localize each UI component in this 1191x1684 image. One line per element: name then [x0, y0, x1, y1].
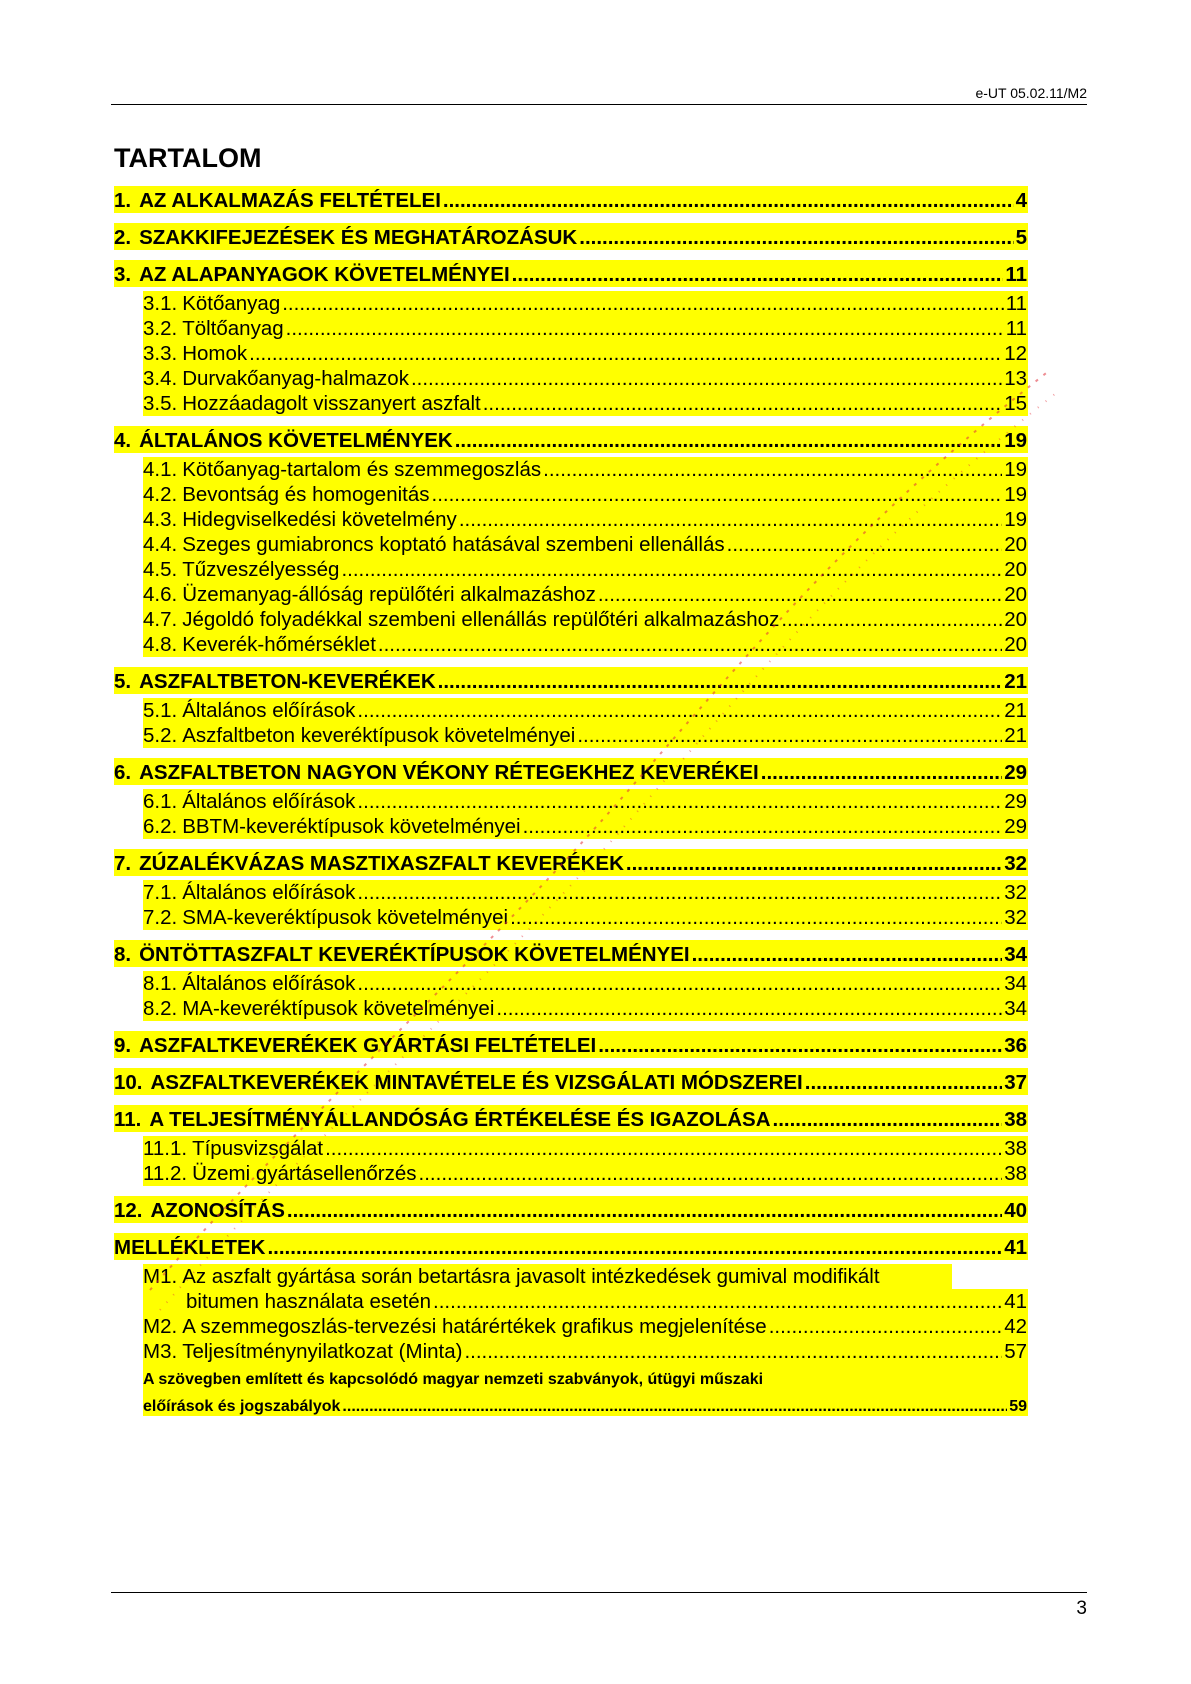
toc-entry-number: 10. [114, 1071, 143, 1094]
toc-entry-title: Töltőanyag [182, 317, 284, 340]
header-rule [111, 104, 1087, 105]
toc-entry-number: 11. [114, 1108, 142, 1131]
toc-entry-number: 8.1. [143, 972, 178, 995]
toc-entry-number: 6.2. [143, 815, 178, 838]
toc-entry-number: 1. [114, 189, 132, 212]
toc-entry-number: 4.3. [143, 508, 178, 531]
toc-dot-leader [512, 263, 1004, 287]
toc-entry-page: 32 [1004, 852, 1027, 875]
toc-entry-title: A szövegben említett és kapcsolódó magyar nemzeti szabványok, útügyi műszaki [143, 1371, 764, 1388]
toc-entry-page: 41 [1004, 1236, 1027, 1259]
toc-entry-title: AZ ALKALMAZÁS FELTÉTELEI [139, 189, 441, 212]
toc-dot-leader [249, 342, 1002, 366]
toc-entry-page: 20 [1004, 608, 1027, 631]
toc-entry-title: Homok [182, 342, 248, 365]
toc-entry-page: 19 [1004, 429, 1027, 452]
toc-entry-title: ASZFALTKEVERÉKEK MINTAVÉTELE ÉS VIZSGÁLATI MÓDSZEREI [150, 1071, 803, 1094]
toc-entry-title: SZAKKIFEJEZÉSEK ÉS MEGHATÁROZÁSUK [139, 226, 578, 249]
toc-entry-title: Hozzáadagolt visszanyert aszfalt [182, 392, 481, 415]
toc-entry-number: 3.3. [143, 342, 178, 365]
toc-section-entry[interactable] [114, 1031, 1028, 1058]
toc-entry-number: 4.4. [143, 533, 178, 556]
toc-entry-page: 21 [1004, 670, 1027, 693]
toc-dot-leader [357, 972, 1002, 996]
toc-entry-title: BBTM-keveréktípusok követelményei [182, 815, 521, 838]
toc-entry-title: Keverék-hőmérséklet [182, 633, 376, 656]
toc-subsection-entry[interactable] [143, 391, 1028, 416]
toc-section-entry[interactable] [114, 1196, 1028, 1223]
toc-dot-leader [342, 1398, 1007, 1416]
toc-entry-number: M2. [143, 1315, 178, 1338]
toc-subsection-entry[interactable] [143, 366, 1028, 391]
toc-entry-page: 11 [1005, 263, 1027, 286]
toc-dot-leader [267, 1236, 1002, 1260]
toc-entry-page: 29 [1004, 790, 1027, 813]
toc-section-entry[interactable] [114, 1233, 1028, 1260]
toc-entry-number: M3. [143, 1340, 178, 1363]
toc-entry-number: 9. [114, 1034, 132, 1057]
toc-dot-leader [523, 815, 1003, 839]
toc-entry-title: ASZFALTBETON NAGYON VÉKONY RÉTEGEKHEZ KEVERÉKEI [139, 761, 759, 784]
toc-entry-page: 59 [1009, 1398, 1027, 1415]
toc-dot-leader [510, 906, 1002, 930]
toc-subsection-entry[interactable] [143, 507, 1028, 532]
toc-entry-page: 34 [1004, 943, 1027, 966]
toc-dot-leader [432, 483, 1003, 507]
toc-entry-page: 42 [1004, 1315, 1027, 1338]
toc-annex-entry-m1[interactable] [143, 1264, 952, 1289]
toc-entry-title: Tűzveszélyesség [182, 558, 340, 581]
toc-subsection-entry[interactable] [143, 1136, 1028, 1161]
page-number: 3 [1076, 1598, 1087, 1619]
toc-entry-title: ASZFALTBETON-KEVERÉKEK [139, 670, 436, 693]
toc-references-entry[interactable] [143, 1364, 1028, 1389]
toc-subsection-entry[interactable] [143, 582, 1028, 607]
toc-dot-leader [769, 1315, 1002, 1339]
toc-entry-number: 4.6. [143, 583, 178, 606]
toc-entry-page: 36 [1004, 1034, 1027, 1057]
toc-entry-number: 6. [114, 761, 132, 784]
toc-subsection-entry[interactable] [143, 557, 1028, 582]
table-of-contents [114, 186, 1028, 1416]
toc-entry-page: 20 [1004, 533, 1027, 556]
toc-dot-leader [805, 1071, 1002, 1095]
toc-entry-page: 11 [1005, 292, 1027, 315]
toc-section-entry[interactable] [114, 849, 1028, 876]
toc-entry-page: 32 [1004, 906, 1027, 929]
toc-entry-title: Az aszfalt gyártása során betartásra javasolt intézkedések gumival modifikált [182, 1265, 880, 1288]
toc-dot-leader [357, 699, 1002, 723]
toc-entry-page: 29 [1004, 761, 1027, 784]
toc-entry-number: 3. [114, 263, 132, 286]
toc-entry-title: Hidegviselkedési követelmény [182, 508, 457, 531]
toc-subsection-entry[interactable] [143, 1161, 1028, 1186]
toc-subsection-entry[interactable] [143, 607, 1028, 632]
toc-entry-number: 5.1. [143, 699, 178, 722]
toc-section-entry[interactable] [114, 426, 1028, 453]
toc-entry-page: 38 [1004, 1137, 1027, 1160]
toc-section-entry[interactable] [114, 260, 1028, 287]
toc-entry-number: 7.2. [143, 906, 178, 929]
toc-entry-title: A szemmegoszlás-tervezési határértékek grafikus megjelenítése [182, 1315, 767, 1338]
toc-entry-title: Üzemanyag-állóság repülőtéri alkalmazáshoz [182, 583, 596, 606]
toc-dot-leader [378, 633, 1002, 657]
toc-entry-number: 4.2. [143, 483, 178, 506]
toc-entry-title: Általános előírások [182, 699, 356, 722]
toc-entry-title: előírások és jogszabályok [143, 1398, 341, 1415]
toc-section-entry[interactable] [114, 186, 1028, 213]
toc-title: TARTALOM [114, 143, 262, 173]
toc-subsection-entry[interactable] [143, 723, 1028, 748]
toc-dot-leader [357, 790, 1002, 814]
toc-dot-leader [357, 881, 1002, 905]
toc-entry-title: MELLÉKLETEK [114, 1236, 266, 1259]
toc-dot-leader [727, 533, 1003, 557]
toc-annex-entry-m3[interactable] [143, 1339, 1028, 1364]
toc-entry-page: 34 [1004, 972, 1027, 995]
toc-entry-number: 8. [114, 943, 132, 966]
toc-subsection-entry[interactable] [143, 971, 1028, 996]
toc-entry-number: 3.5. [143, 392, 178, 415]
toc-entry-title: Durvakőanyag-halmazok [182, 367, 409, 390]
toc-section-entry[interactable] [114, 758, 1028, 785]
toc-entry-number: 7. [114, 852, 132, 875]
toc-entry-page: 29 [1004, 815, 1027, 838]
toc-entry-number: M1. [143, 1265, 178, 1288]
toc-annex-entry-m1-continued[interactable] [143, 1289, 1028, 1314]
toc-entry-page: 37 [1004, 1071, 1027, 1094]
toc-entry-title: A TELJESÍTMÉNYÁLLANDÓSÁG ÉRTÉKELÉSE ÉS IGAZOLÁSA [149, 1108, 771, 1131]
toc-dot-leader [496, 997, 1002, 1021]
toc-dot-leader [411, 367, 1002, 391]
toc-entry-page: 19 [1004, 483, 1027, 506]
toc-entry-page: 12 [1004, 342, 1027, 365]
toc-entry-page: 13 [1004, 367, 1027, 390]
toc-entry-page: 32 [1004, 881, 1027, 904]
toc-entry-page: 11 [1005, 317, 1027, 340]
toc-entry-title: SMA-keveréktípusok követelményei [182, 906, 509, 929]
footer-rule [111, 1592, 1087, 1593]
toc-entry-title: Általános előírások [182, 972, 356, 995]
toc-entry-title: Üzemi gyártásellenőrzés [192, 1162, 417, 1185]
toc-entry-page: 21 [1004, 699, 1027, 722]
toc-dot-leader [438, 670, 1003, 694]
toc-dot-leader [577, 724, 1002, 748]
toc-entry-title: Típusvizsgálat [192, 1137, 324, 1160]
toc-entry-title: Kötőanyag [182, 292, 281, 315]
toc-entry-title: ÁLTALÁNOS KÖVETELMÉNYEK [139, 429, 453, 452]
toc-section-entry[interactable] [114, 223, 1028, 250]
toc-dot-leader [286, 317, 1004, 341]
toc-dot-leader [282, 292, 1003, 316]
toc-entry-page: 38 [1004, 1108, 1027, 1131]
toc-entry-number: 5.2. [143, 724, 178, 747]
toc-entry-page: 20 [1004, 558, 1027, 581]
toc-entry-title: ASZFALTKEVERÉKEK GYÁRTÁSI FELTÉTELEI [139, 1034, 597, 1057]
toc-entry-page: 15 [1004, 392, 1027, 415]
toc-entry-title: Kötőanyag-tartalom és szemmegoszlás [182, 458, 542, 481]
toc-subsection-entry[interactable] [143, 291, 1028, 316]
toc-dot-leader [459, 508, 1002, 532]
toc-subsection-entry[interactable] [143, 996, 1028, 1021]
toc-entry-number: 3.1. [143, 292, 178, 315]
toc-entry-page: 40 [1004, 1199, 1027, 1222]
toc-entry-number: 5. [114, 670, 132, 693]
toc-subsection-entry[interactable] [143, 905, 1028, 930]
toc-entry-title: Szeges gumiabroncs koptató hatásával szembeni ellenállás [182, 533, 725, 556]
toc-entry-title: Aszfaltbeton keveréktípusok követelményei [182, 724, 576, 747]
toc-entry-number: 4.7. [143, 608, 178, 631]
toc-entry-number: 6.1. [143, 790, 178, 813]
toc-entry-number: 2. [114, 226, 132, 249]
toc-entry-page: 57 [1004, 1340, 1027, 1363]
toc-entry-number: 12. [114, 1199, 143, 1222]
toc-entry-number: 11.1. [143, 1137, 188, 1160]
toc-entry-title: Jégoldó folyadékkal szembeni ellenállás repülőtéri alkalmazáshoz [182, 608, 780, 631]
toc-subsection-entry[interactable] [143, 482, 1028, 507]
toc-dot-leader [598, 583, 1002, 607]
toc-subsection-entry[interactable] [143, 789, 1028, 814]
toc-references-entry-continued[interactable] [143, 1389, 1028, 1416]
toc-subsection-entry[interactable] [143, 316, 1028, 341]
toc-entry-page: 21 [1004, 724, 1027, 747]
toc-entry-page: 19 [1004, 458, 1027, 481]
toc-entry-number: 8.2. [143, 997, 178, 1020]
toc-entry-page: 4 [1015, 189, 1027, 212]
toc-entry-title: MA-keveréktípusok követelményei [182, 997, 495, 1020]
toc-entry-title: Teljesítménynyilatkozat (Minta) [182, 1340, 463, 1363]
toc-entry-number: 7.1. [143, 881, 178, 904]
toc-subsection-entry[interactable] [143, 532, 1028, 557]
toc-section-entry[interactable] [114, 1068, 1028, 1095]
toc-entry-page: 20 [1004, 633, 1027, 656]
toc-dot-leader [341, 558, 1002, 582]
toc-dot-leader [692, 943, 1003, 967]
toc-entry-title: AZONOSÍTÁS [150, 1199, 285, 1222]
toc-dot-leader [325, 1137, 1002, 1161]
toc-entry-page: 19 [1004, 508, 1027, 531]
toc-dot-leader [443, 189, 1014, 213]
toc-dot-leader [433, 1290, 1002, 1314]
toc-dot-leader [419, 1162, 1003, 1186]
toc-dot-leader [287, 1199, 1002, 1223]
toc-subsection-entry[interactable] [143, 457, 1028, 482]
toc-entry-page: 34 [1004, 997, 1027, 1020]
toc-entry-title: ZÚZALÉKVÁZAS MASZTIXASZFALT KEVERÉKEK [139, 852, 624, 875]
toc-entry-number: 4.8. [143, 633, 178, 656]
toc-dot-leader [483, 392, 1002, 416]
toc-entry-page: 5 [1015, 226, 1027, 249]
toc-entry-title: AZ ALAPANYAGOK KÖVETELMÉNYEI [139, 263, 510, 286]
toc-entry-number: 4.5. [143, 558, 178, 581]
toc-section-entry[interactable] [114, 1105, 1028, 1132]
toc-section-entry[interactable] [114, 940, 1028, 967]
toc-subsection-entry[interactable] [143, 698, 1028, 723]
toc-dot-leader [773, 1108, 1003, 1132]
toc-entry-title: Általános előírások [182, 790, 356, 813]
toc-entry-number: 3.4. [143, 367, 178, 390]
toc-dot-leader [579, 226, 1013, 250]
toc-entry-number: 3.2. [143, 317, 178, 340]
toc-entry-title: Általános előírások [182, 881, 356, 904]
toc-dot-leader [781, 608, 1002, 632]
toc-dot-leader [598, 1034, 1002, 1058]
toc-entry-title: Bevontság és homogenitás [182, 483, 430, 506]
toc-dot-leader [626, 852, 1002, 876]
toc-subsection-entry[interactable] [143, 814, 1028, 839]
toc-entry-number: 4. [114, 429, 132, 452]
toc-annex-entry-m2[interactable] [143, 1314, 1028, 1339]
toc-section-entry[interactable] [114, 667, 1028, 694]
toc-subsection-entry[interactable] [143, 632, 1028, 657]
toc-entry-page: 20 [1004, 583, 1027, 606]
toc-dot-leader [543, 458, 1002, 482]
toc-dot-leader [464, 1340, 1002, 1364]
toc-entry-number: 11.2. [143, 1162, 188, 1185]
document-code: e-UT 05.02.11/M2 [975, 85, 1087, 101]
toc-subsection-entry[interactable] [143, 880, 1028, 905]
toc-entry-page: 38 [1004, 1162, 1027, 1185]
toc-subsection-entry[interactable] [143, 341, 1028, 366]
toc-entry-title: bitumen használata esetén [186, 1290, 432, 1313]
toc-dot-leader [761, 761, 1002, 785]
toc-entry-number: 4.1. [143, 458, 178, 481]
toc-dot-leader [455, 429, 1003, 453]
toc-entry-page: 41 [1004, 1290, 1027, 1313]
toc-entry-title: ÖNTÖTTASZFALT KEVERÉKTÍPUSOK KÖVETELMÉNYEI [139, 943, 690, 966]
